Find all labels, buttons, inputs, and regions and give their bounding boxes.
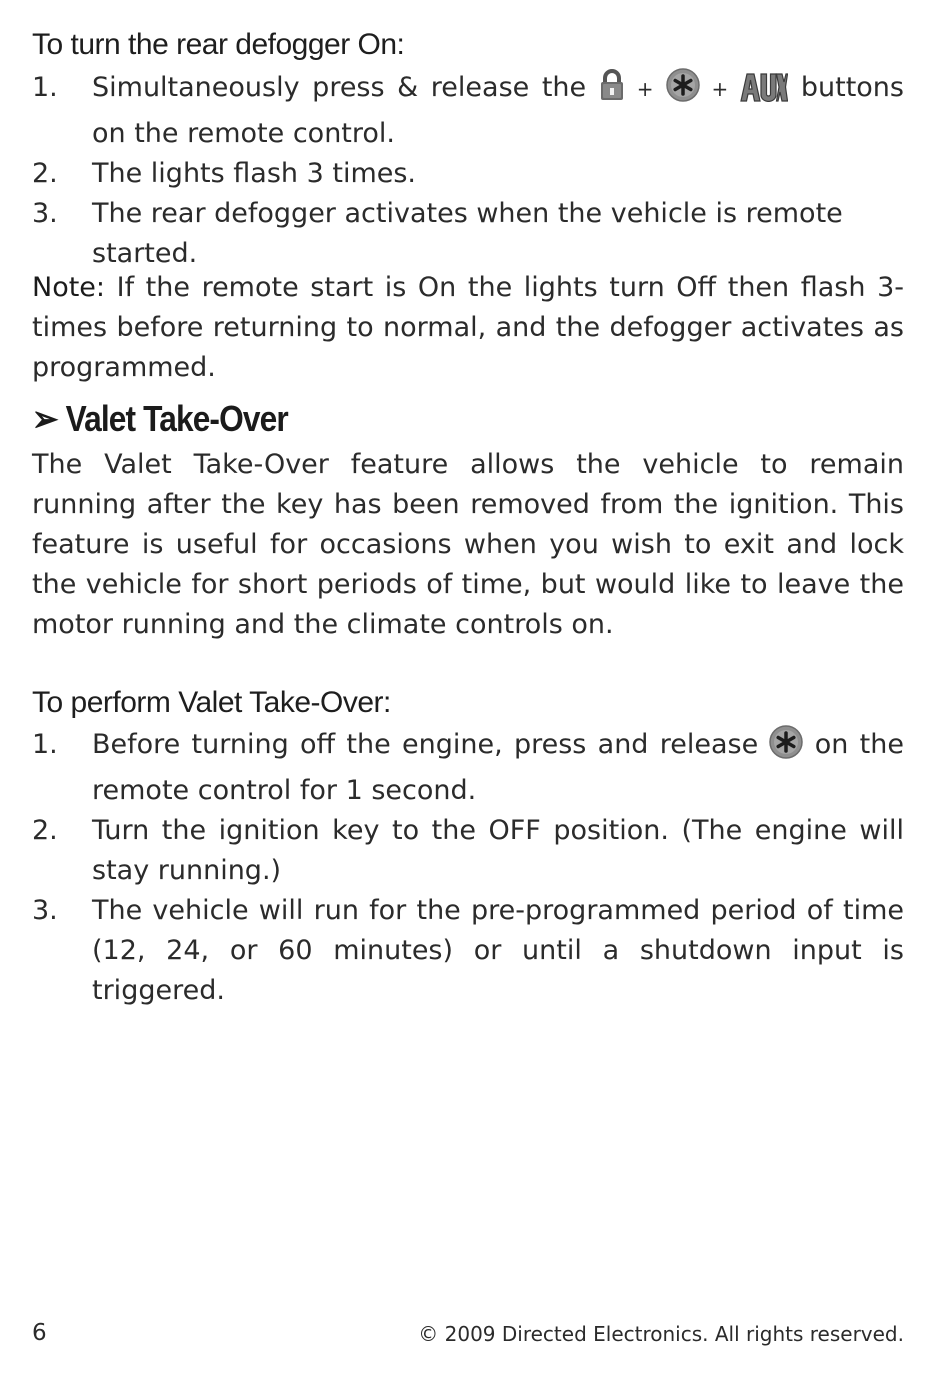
note-label: Note: bbox=[32, 272, 106, 303]
lock-icon bbox=[599, 68, 625, 114]
star-button-icon bbox=[666, 68, 700, 114]
list-item bbox=[32, 154, 904, 194]
section-title-text: Valet Take-Over bbox=[65, 398, 288, 439]
defogger-steps bbox=[32, 68, 904, 274]
plus-sign: + bbox=[711, 77, 729, 101]
step-number: 3. bbox=[32, 198, 58, 229]
step-number: 1. bbox=[32, 729, 58, 760]
list-item bbox=[32, 725, 904, 811]
step-text-after: on the remote control for 1 second. bbox=[92, 729, 904, 806]
copyright: © 2009 Directed Electronics. All rights reserved. bbox=[418, 1322, 904, 1346]
step-text: The rear defogger activates when the vehicle is remote started. bbox=[92, 198, 843, 269]
page-number: 6 bbox=[32, 1320, 47, 1346]
section-title bbox=[32, 398, 288, 440]
arrow-icon: ➢ bbox=[32, 398, 58, 439]
list-item bbox=[32, 68, 904, 154]
list-item bbox=[32, 891, 904, 1011]
step-text-before: Before turning off the engine, press and release bbox=[92, 729, 759, 760]
step-text: The lights flash 3 times. bbox=[92, 158, 417, 189]
step-text-after: buttons on the remote control. bbox=[92, 72, 904, 149]
star-button-icon bbox=[769, 725, 803, 771]
aux-button-icon bbox=[740, 72, 788, 114]
step-number: 1. bbox=[32, 72, 58, 103]
valet-description: The Valet Take-Over feature allows the vehicle to remain running after the key has been removed from the ignition. This feature is useful for occasions when you wish to exit and lock the vehicle for short periods of time, but would like to leave the motor running and the climate controls on. bbox=[32, 449, 904, 640]
valet-heading: To perform Valet Take-Over: bbox=[32, 686, 391, 719]
list-item bbox=[32, 194, 904, 274]
defogger-heading: To turn the rear defogger On: bbox=[32, 28, 405, 61]
step-number: 2. bbox=[32, 158, 58, 189]
step-text: Turn the ignition key to the OFF position. (The engine will stay running.) bbox=[92, 815, 904, 886]
step-text: The vehicle will run for the pre-programmed period of time (12, 24, or 60 minutes) or until a shutdown input is triggered. bbox=[92, 895, 904, 1006]
valet-steps bbox=[32, 725, 904, 1011]
list-item bbox=[32, 811, 904, 891]
step-number: 3. bbox=[32, 895, 58, 926]
plus-sign: + bbox=[636, 77, 654, 101]
step-number: 2. bbox=[32, 815, 58, 846]
step-text-before: Simultaneously press & release the bbox=[92, 72, 587, 103]
note-paragraph bbox=[32, 268, 904, 388]
note-text: If the remote start is On the lights turn Off then flash 3-times before returning to normal, and the defogger activates as programmed. bbox=[32, 272, 904, 383]
